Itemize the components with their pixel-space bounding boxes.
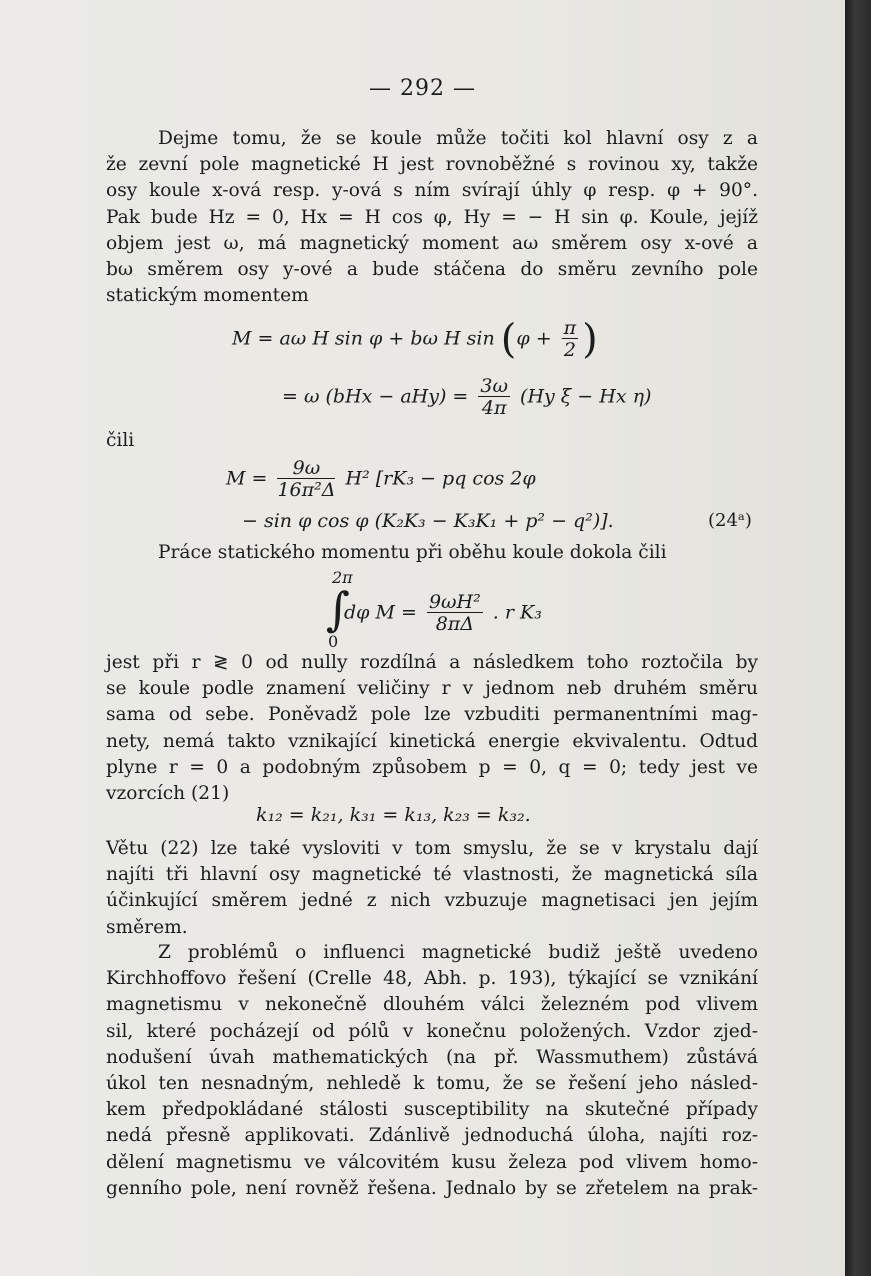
text-line: sil, které pocházejí od pólů v konečnu položených. Vzdor zjed- [106,1020,758,1042]
equation-number: (24ᵃ) [708,510,752,531]
text-line: nedá přesně applikovati. Zdánlivě jednoduchá úloha, najíti roz- [106,1125,758,1147]
text-line: jest při r ≷ 0 od nully rozdílná a následkem toho roztočila by [106,652,758,673]
text-line: že zevní pole magnetické H jest rovnoběžné s rovinou xy, takže [106,154,758,176]
equation-part: M = [226,467,268,490]
equation-part: (Hy ξ − Hx η) [520,385,652,408]
page-edge-shadow [845,0,871,1276]
text-line: sama od sebe. Poněvadž pole lze vzbuditi permanentními mag- [106,704,758,726]
text-line: nety, nemá takto vznikající kinetická energie ekvivalentu. Odtud [106,730,758,752]
text-line: Větu (22) lze také vysloviti v tom smyslu, že se v krystalu dají [106,838,758,859]
integral-lower-limit: 0 [328,632,339,651]
equation-work [344,592,542,635]
text-line: vzorcích (21) [106,783,230,805]
text-line: účinkující směrem jedné z nich vzbuzuje magnetisaci jen jejím [106,890,758,912]
equation-part: dφ M = [344,601,417,624]
fraction: $\frac{\pi}{2}$ [563,317,577,361]
equation-part: = ω (bHx − aHy) = [282,385,469,408]
equation-moment-line2 [282,376,651,419]
text-line: dělení magnetismu ve válcovitém kusu železa pod vlivem homo- [106,1151,758,1173]
text-line: osy koule x-ová resp. y-ová s ním svírají úhly φ resp. φ + 90°. [106,180,758,202]
paragraph-3 [106,836,758,941]
paragraph-2 [106,650,758,807]
paragraph-2-intro [106,540,758,566]
paragraph-4 [106,940,758,1202]
fraction: $\frac{9\omega}{\text{16π²Δ}}$ [277,457,336,501]
text-line: úkol ten nesnadným, nehledě k tomu, že se řešení jeho násled- [106,1073,758,1095]
text-line: Pak bude Hz = 0, Hx = H cos φ, Hy = − H sin φ. Koule, jejíž [106,206,758,228]
equation-part: . r K₃ [492,601,542,624]
text-line: nodušení úvah mathematických (na př. Wassmuthem) zůstává [106,1046,758,1068]
text-line: bω směrem osy y-ové a bude stáčena do směru zevního pole [106,259,758,281]
paragraph-1 [106,126,758,309]
fraction: $\frac{3\omega}{4\pi}$ [480,375,508,419]
equation-symmetry: k₁₂ = k₂₁, k₃₁ = k₁₃, k₂₃ = k₃₂. [256,804,531,826]
integral-upper-limit: 2π [332,568,353,587]
word-cili: čili [106,430,135,451]
integral-sign: ∫ [326,582,350,636]
equation-part: M = aω H sin φ + bω H sin [232,327,495,350]
equation-24a [226,458,536,501]
text-line: Práce statického momentu při oběhu koule dokola čili [158,542,667,563]
equation-part: H² [rK₃ − pq cos 2φ [345,467,536,490]
text-line: se koule podle znamení veličiny r v jednom neb druhém směru [106,678,758,700]
page-number: — 292 — [369,76,476,101]
text-line: magnetismu v nekonečně dlouhém válci železném pod vlivem [106,994,758,1016]
text-line: Dejme tomu, že se koule může točiti kol hlavní osy z a [158,128,758,149]
text-line: kem předpokládané stálosti susceptibility na skutečné případy [106,1099,758,1121]
text-line: najíti tři hlavní osy magnetické té vlastnosti, že magnetická síla [106,864,758,886]
fraction: $\frac{\text{9ωH²}}{8\pi\Delta}$ [428,591,481,635]
equation-moment: M = aω H sin φ + bω H sin (φ + $\frac{\pi}{2}$ ) [232,316,598,363]
equation-24a-line2: − sin φ cos φ (K₂K₃ − K₃K₁ + p² − q²)]. [242,510,614,532]
text-line: plyne r = 0 a podobným způsobem p = 0, q = 0; tedy jest ve [106,756,758,778]
text-line: objem jest ω, má magnetický moment aω směrem osy x-ové a [106,232,758,254]
text-line: Z problémů o influenci magnetické budiž ještě uvedeno [158,942,758,963]
equation-part: φ + [516,327,552,350]
text-line: Kirchhoffovo řešení (Crelle 48, Abh. p. 193), týkající se vznikání [106,968,758,990]
text-line: směrem. [106,916,188,938]
text-line: statickým momentem [106,285,309,307]
text-line: genního pole, není rovněž řešena. Jednalo by se zřetelem na prak- [106,1177,758,1199]
